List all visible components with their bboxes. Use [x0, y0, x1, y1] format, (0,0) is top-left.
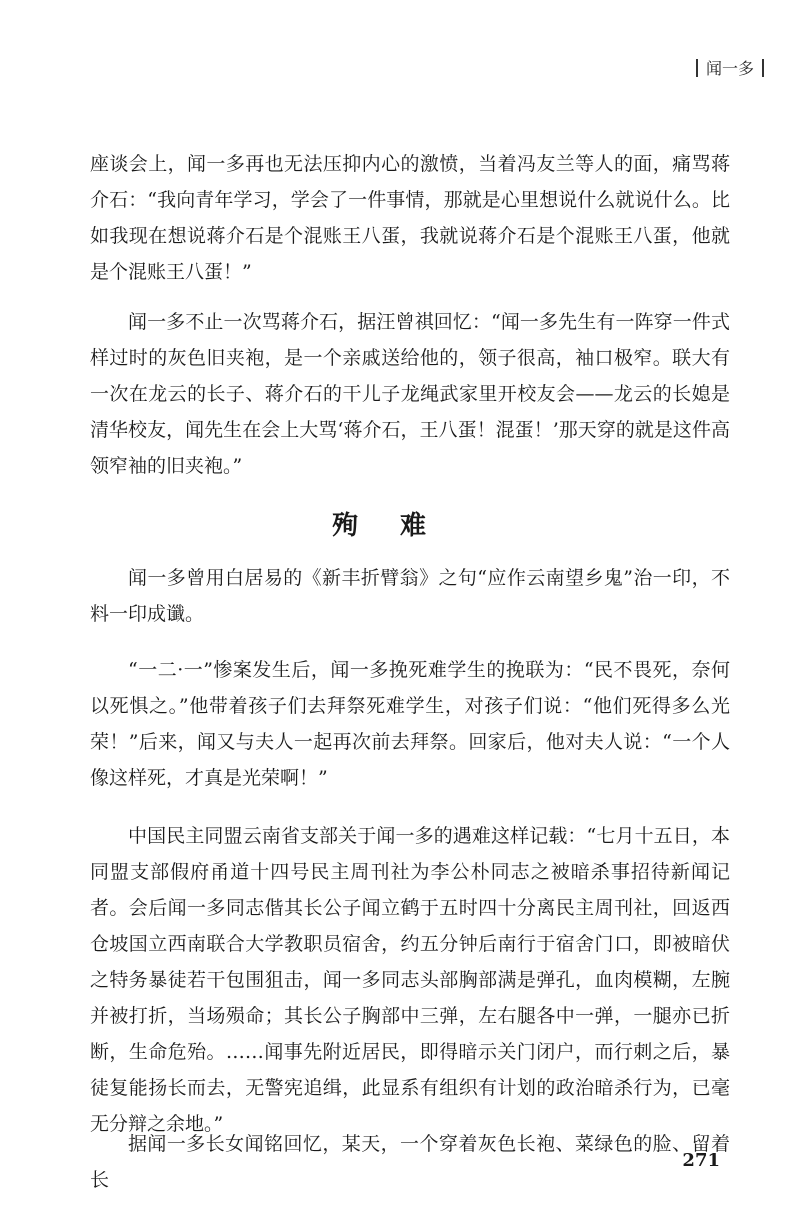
body-paragraph: 闻一多曾用白居易的《新丰折臂翁》之句“应作云南望乡鬼”治一印，不料一印成谶。	[90, 567, 730, 625]
running-header	[696, 56, 764, 79]
body-paragraph: 中国民主同盟云南省支部关于闻一多的遇难这样记载：“七月十五日，本同盟支部假府甬道十四号民主周刊社为李公朴同志之被暗杀事招待新闻记者。会后闻一多同志偕其长公子闻立鹤于五时四十分离民主周刊社，回返西仓坡国立西南联合大学教职员宿舍，约五分钟后南行于宿舍门口，即被暗伏之特务暴徒若干包围狙击，闻一多同志头部胸部满是弹孔，血肉模糊，左腕并被打折，当场殒命；其长公子胸部中三弹，左右腿各中一弹，一腿亦已折断，生命危殆。……闻事先附近居民，即得暗示关门闭户，而行刺之后，暴徒复能扬长而去，无警宪追缉，此显系有组织有计划的政治暗杀行为，已毫无分辩之余地。”	[90, 825, 730, 1135]
body-paragraph: 座谈会上，闻一多再也无法压抑内心的激愤，当着冯友兰等人的面，痛骂蒋介石：“我向青年学习，学会了一件事情，那就是心里想说什么就说什么。比如我现在想说蒋介石是个混账王八蛋，我就说蒋介石是个混账王八蛋，他就是个混账王八蛋！”	[90, 153, 730, 283]
page-number: 271	[682, 1150, 720, 1171]
section-title: 殉难	[331, 511, 468, 541]
body-paragraph: “一二·一”惨案发生后，闻一多挽死难学生的挽联为：“民不畏死，奈何以死惧之。”他带着孩子们去拜祭死难学生，对孩子们说：“他们死得多么光荣！”后来，闻又与夫人一起再次前去拜祭。回家后，他对夫人说：“一个人像这样死，才真是光荣啊！”	[90, 659, 730, 789]
header-right-rule	[762, 59, 764, 77]
body-paragraph: 据闻一多长女闻铭回忆，某天，一个穿着灰色长袍、菜绿色的脸、留着长	[90, 1133, 730, 1191]
header-left-rule	[696, 59, 698, 77]
running-title: 闻一多	[705, 59, 754, 78]
body-paragraph: 闻一多不止一次骂蒋介石，据汪曾祺回忆：“闻一多先生有一阵穿一件式样过时的灰色旧夹袍，是一个亲戚送给他的，领子很高，袖口极窄。联大有一次在龙云的长子、蒋介石的干儿子龙绳武家里开校友会——龙云的长媳是清华校友，闻先生在会上大骂‘蒋介石，王八蛋！混蛋！’那天穿的就是这件高领窄袖的旧夹袍。”	[90, 311, 730, 477]
